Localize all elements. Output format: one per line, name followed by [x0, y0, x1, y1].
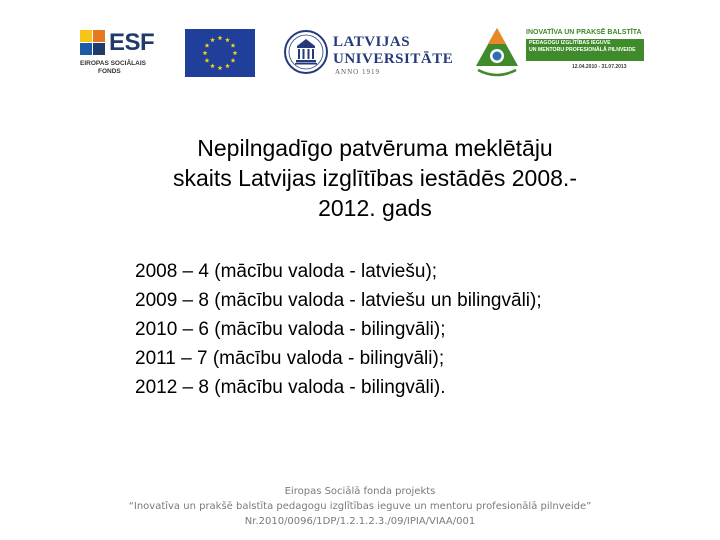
slide-title-line3: 2012. gads: [318, 195, 432, 221]
footer-line3: Nr.2010/0096/1DP/1.2.1.2.3./09/IPIA/VIAA/001: [244, 516, 476, 527]
project-logo-dates: 12.04.2010 - 31.07.2013: [572, 64, 627, 70]
logo-bar: [0, 22, 720, 82]
project-logo-band: [526, 39, 644, 61]
footer-line1: Eiropas Sociālā fonda projekts: [284, 486, 436, 497]
project-footer: [100, 484, 620, 529]
eu-star-icon: [233, 50, 238, 55]
eu-star-icon: [225, 37, 230, 42]
year-entry-2009: 2009 – 8 (mācību valoda - latviešu un bilingvāli);: [135, 290, 542, 311]
eu-flag-logo: [185, 29, 255, 77]
slide-title: [135, 133, 615, 223]
university-logo: [283, 28, 455, 80]
eu-star-icon: [225, 63, 230, 68]
university-seal-icon: [283, 28, 329, 76]
year-entries-list: [135, 257, 542, 402]
year-entry-2012: 2012 – 8 (mācību valoda - bilingvāli).: [135, 377, 446, 398]
university-founded: ANNO 1919: [335, 68, 380, 76]
eu-star-icon: [231, 43, 236, 48]
university-name: [333, 35, 453, 67]
year-entry-2011: 2011 – 7 (mācību valoda - bilingvāli);: [135, 348, 445, 369]
esf-logo-text: ESF: [109, 29, 155, 56]
project-band-line1: PEDAGOGU IZGLĪTĪBAS IEGUVE: [529, 40, 611, 46]
eu-stars-icon: [185, 29, 255, 77]
university-name-line2: UNIVERSITĀTE: [333, 51, 454, 67]
esf-logo-subtitle: [80, 60, 160, 75]
footer-line2: “Inovatīva un prakšē balstīta pedagogu izglītības ieguve un mentoru profesionālā pilnveide”: [128, 501, 592, 512]
esf-logo: [80, 30, 160, 82]
eu-star-icon: [218, 35, 223, 40]
eu-star-icon: [210, 37, 215, 42]
project-logo-title: INOVATĪVA UN PRAKSĒ BALSTĪTA: [526, 29, 642, 36]
eu-star-icon: [203, 50, 208, 55]
eu-star-icon: [205, 43, 210, 48]
esf-subtitle-line2: FONDS: [98, 67, 121, 75]
project-logo: [472, 26, 652, 80]
eu-star-icon: [205, 58, 210, 63]
university-name-line1: LATVIJAS: [333, 34, 411, 50]
eu-star-icon: [210, 63, 215, 68]
esf-mark-icon: [80, 30, 106, 56]
year-entry-2008: 2008 – 4 (mācību valoda - latviešu);: [135, 261, 438, 282]
eu-star-icon: [218, 65, 223, 70]
project-band-line2: UN MENTORU PROFESIONĀLĀ PILNVEIDE: [529, 46, 636, 53]
esf-subtitle-line1: EIROPAS SOCIĀLAIS: [80, 60, 146, 67]
project-mark-icon: [472, 26, 522, 78]
slide-title-line2: skaits Latvijas izglītības iestādēs 2008.-: [173, 165, 577, 191]
slide-title-line1: Nepilngadīgo patvēruma meklētāju: [197, 135, 553, 161]
eu-star-icon: [231, 58, 236, 63]
year-entry-2010: 2010 – 6 (mācību valoda - bilingvāli);: [135, 319, 446, 340]
